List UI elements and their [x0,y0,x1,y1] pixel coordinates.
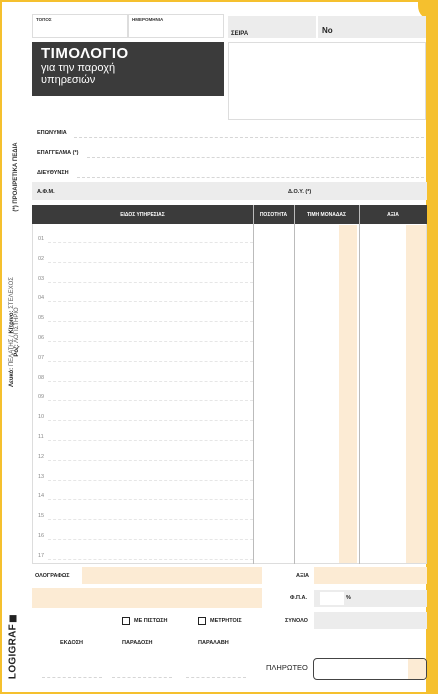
row-number: 17 [38,552,45,559]
date-field[interactable] [128,14,224,38]
issuance-label: ΕΚΔΟΣΗ [60,640,83,646]
yellow-binding-strip [426,2,438,694]
brand-mark-icon [9,615,16,622]
row-number: 13 [38,473,45,480]
place-label: ΤΟΠΟΣ [36,17,52,22]
pink-copy-value: ΛΟΓΙΣΤΗΡΙΟ [14,307,20,343]
vat-label: Α.Φ.Μ. [37,189,55,195]
place-field[interactable] [32,14,128,38]
in-words-field-line-2[interactable] [32,588,262,608]
in-words-label: ΟΛΟΓΡΑΦΩΣ [35,573,70,579]
tax-row [32,182,427,200]
unit-price-decimals-column [339,225,357,563]
payable-decimals [408,659,426,679]
address-input-line[interactable] [77,177,424,178]
row-number: 14 [38,493,45,500]
delivery-signature-line[interactable] [112,677,172,678]
brand-logo [8,615,19,679]
white-copy-label: Λευκό: [9,367,15,387]
title-subtitle-line-1: για την παροχή [41,62,116,74]
page-title: ΤΙΜΟΛΟΓΙΟ [41,45,129,62]
col-divider-2 [294,205,295,564]
title-subtitle-line-2: υπηρεσιών [41,74,96,86]
receipt-label: ΠΑΡΑΛΑΒΗ [198,640,229,646]
table-row[interactable] [48,480,253,481]
issuer-stamp-box[interactable] [228,42,426,120]
table-row[interactable] [48,262,253,263]
table-row[interactable] [48,381,253,382]
col-value-header: ΑΞΙΑ [387,211,399,218]
table-row[interactable] [48,361,253,362]
row-number: 06 [38,335,45,341]
row-number: 16 [38,533,45,539]
credit-checkbox[interactable] [122,617,130,625]
name-input-line[interactable] [74,137,424,138]
vat-rate-label: Φ.Π.Α. [290,595,308,601]
col-divider-3 [359,205,360,564]
row-number: 08 [38,374,45,381]
series-field[interactable] [228,16,316,38]
percent-sign: % [346,595,351,601]
address-label: ΔΙΕΥΘΥΝΣΗ [37,170,69,176]
vat-percent-input[interactable] [320,592,344,605]
table-row[interactable] [48,282,253,283]
delivery-label: ΠΑΡΑΔΟΣΗ [122,640,153,646]
copies-legend-white-yellow: Λευκό: ΠΕΛΑΤΗΣ / Κίτρινο: ΣΤΕΛΕΧΟΣ [9,277,15,387]
tax-office-label: Δ.Ο.Υ. (*) [288,189,312,195]
in-words-field[interactable] [82,567,262,584]
table-row[interactable] [48,420,253,421]
profession-input-line[interactable] [87,157,424,158]
name-label: ΕΠΩΝΥΜΙΑ [37,130,67,136]
yellow-copy-value: ΣΤΕΛΕΧΟΣ [9,277,15,309]
total-field[interactable] [314,612,427,629]
table-row[interactable] [48,341,253,342]
row-number: 07 [38,354,45,361]
table-row[interactable] [48,242,253,243]
table-header [32,205,427,224]
table-row[interactable] [48,321,253,322]
credit-label: ΜΕ ΠΙΣΤΩΣΗ [134,618,168,624]
row-number: 11 [38,434,44,440]
series-label: ΣΕΙΡΑ [231,31,249,37]
yellow-copy-label: Κίτρινο: [9,310,15,334]
number-field[interactable] [318,16,426,38]
row-number: 10 [38,414,45,421]
row-number: 09 [38,394,45,401]
date-label: ΗΜΕΡΟΜΗΝΙΑ [132,17,164,22]
row-number: 03 [38,275,45,282]
row-number: 04 [38,295,45,302]
issuance-signature-line[interactable] [42,677,102,678]
cash-checkbox[interactable] [198,617,206,625]
row-number: 12 [38,453,45,460]
white-copy-value: ΠΕΛΑΤΗΣ [9,338,15,367]
table-row[interactable] [48,400,253,401]
copies-legend-pink [14,307,20,356]
table-row[interactable] [48,539,253,540]
table-row[interactable] [48,301,253,302]
table-row[interactable] [48,440,253,441]
row-number: 01 [38,236,45,242]
table-row[interactable] [48,460,253,461]
col-divider-1 [253,205,254,564]
row-number: 05 [38,315,45,322]
receipt-signature-line[interactable] [186,677,246,678]
value-field[interactable] [314,567,427,584]
payable-label: ΠΛΗΡΩΤΕΟ [266,663,308,672]
number-label: No [322,26,333,35]
profession-label: ΕΠΑΓΓΕΛΜΑ (*) [37,150,79,156]
payable-field[interactable] [313,658,427,680]
brand-name: LOGIGRAF [7,623,19,680]
row-number: 15 [38,513,45,520]
table-row[interactable] [48,519,253,520]
optional-fields-note: (*) ΠΡΟΑΙΡΕΤΙΚΑ ΠΕΔΙΑ [13,142,19,212]
col-unit-price-header: ΤΙΜΗ ΜΟΝΑΔΑΣ [306,211,347,218]
col-service-header: ΕΙΔΟΣ ΥΠΗΡΕΣΙΑΣ [120,211,165,218]
row-number: 02 [38,255,45,262]
table-row[interactable] [48,559,253,560]
title-block [32,42,224,96]
col-quantity-header: ΠΟΣΟΤΗΤΑ [259,211,288,218]
table-body [32,224,427,564]
total-label: ΣΥΝΟΛΟ [285,618,308,624]
cash-label: ΜΕΤΡΗΤΟΙΣ [210,618,242,624]
value-decimals-column [406,225,426,563]
pink-copy-label: Ρόζ: [14,344,20,357]
table-row[interactable] [48,499,253,500]
value-label: ΑΞΙΑ [296,573,310,579]
